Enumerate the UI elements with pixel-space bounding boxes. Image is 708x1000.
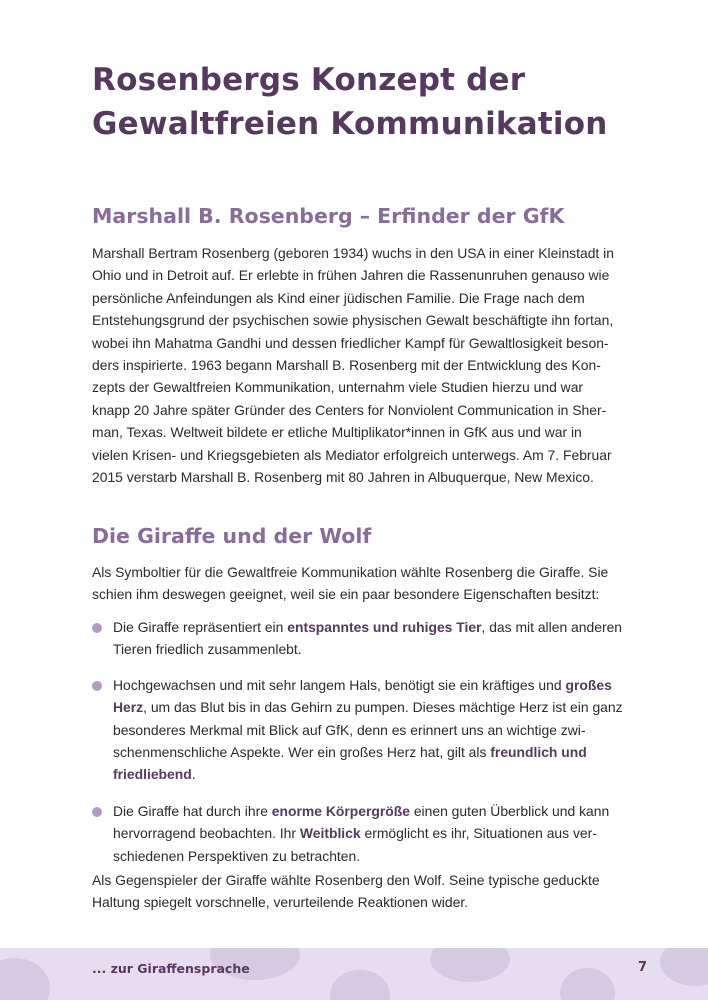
paragraph-line: Ohio und in Detroit auf. Er erlebte in frühen Jahren die Rassenunruhen genauso wie [92, 267, 610, 284]
highlight-text: freundlich und [490, 744, 587, 761]
paragraph-line: vielen Krisen- und Kriegsgebieten als Mediator erfolgreich unterwegs. Am 7. Februar [92, 446, 612, 463]
list-item-line [113, 696, 652, 718]
footer-label: ... zur Giraffensprache [92, 961, 250, 976]
paragraph-line: wobei ihn Mahatma Gandhi und dessen friedlicher Kampf für Gewaltlosigkeit beson- [92, 334, 609, 351]
page-title-line-2: Gewaltfreien Kommunikation [92, 106, 608, 142]
list-item [92, 674, 652, 786]
paragraph-wolf [92, 869, 636, 914]
text-run: , um das Blut bis in das Gehirn zu pumpen. Dieses mächtige Herz ist ein ganz [143, 699, 623, 716]
paragraph-line: 2015 verstarb Marshall B. Rosenberg mit 80 Jahren in Albuquerque, New Mexico. [92, 469, 594, 486]
paragraph-line: knapp 20 Jahre später Gründer des Centers for Nonviolent Communication in Sher- [92, 401, 607, 418]
page-title [92, 58, 652, 146]
paragraph-line: Als Symboltier für die Gewaltfreie Kommunikation wählte Rosenberg die Giraffe. Sie [92, 564, 609, 580]
list-item [92, 616, 652, 661]
list-item-line [113, 674, 652, 696]
page-number: 7 [638, 960, 648, 975]
paragraph-intro [92, 561, 636, 606]
list-item-line [113, 800, 652, 822]
paragraph-line: persönliche Anfeindungen als Kind einer jüdischen Familie. Die Frage nach dem [92, 289, 585, 306]
bullet-dot-icon [92, 681, 102, 691]
bullet-dot-icon [92, 807, 102, 817]
footer-decoration [430, 948, 510, 982]
paragraph-line: Entstehungsgrund der psychischen sowie physischen Gewalt beschäftigte ihn fortan, [92, 312, 614, 329]
paragraph-line: Haltung spiegelt vorschnelle, verurteilende Reaktionen wider. [92, 894, 469, 911]
footer-decoration [0, 958, 50, 1000]
giraffe-traits-list [92, 616, 652, 867]
page-title-line-1: Rosenbergs Konzept der [92, 62, 526, 98]
paragraph-line: Als Gegenspieler der Giraffe wählte Rosenberg den Wolf. Seine typische geduckte [92, 872, 600, 888]
highlight-text: entspanntes und ruhiges Tier [287, 619, 482, 635]
highlight-text: enorme Körpergröße [271, 802, 410, 819]
list-item-line [113, 822, 652, 844]
section-heading-giraffe-wolf: Die Giraffe und der Wolf [92, 524, 372, 548]
list-item-line: besonderes Merkmal mit Blick auf GfK, denn es erinnert uns an wichtige zwi- [113, 721, 586, 738]
paragraph-line: schien ihm deswegen geeignet, weil sie ein paar besondere Eigenschaften besitzt: [92, 586, 600, 603]
paragraph-line: ders inspirierte. 1963 begann Marshall B. Rosenberg mit der Entwicklung des Kon- [92, 357, 601, 374]
text-run: . [191, 766, 196, 783]
paragraph-line: man, Texas. Weltweit bildete er etliche Multiplikator*innen in GfK aus und war in [92, 424, 582, 441]
list-item-line: Tieren friedlich zusammenlebt. [113, 641, 302, 658]
highlight-text: Herz [113, 699, 144, 716]
paragraph-line: Marshall Bertram Rosenberg (geboren 1934) wuchs in den USA in einer Kleinstadt in [92, 245, 614, 261]
list-item-line: schiedenen Perspektiven zu betrachten. [113, 847, 361, 864]
footer-decoration [330, 970, 390, 1000]
page-footer [0, 948, 708, 1000]
paragraph-line: zepts der Gewaltfreien Kommunikation, unternahm viele Studien hierzu und war [92, 379, 584, 396]
text-run: hervorragend beobachten. Ihr [113, 825, 300, 842]
list-item-line [113, 741, 652, 763]
highlight-text: großes [565, 676, 612, 693]
list-item-line [113, 616, 652, 638]
text-run: , das mit allen anderen [481, 619, 623, 635]
text-run: Die Giraffe hat durch ihre [113, 802, 272, 819]
text-run: Die Giraffe repräsentiert ein [113, 619, 288, 635]
list-item [92, 800, 652, 867]
text-run: Hochgewachsen und mit sehr langem Hals, benötigt sie ein kräftiges und [113, 676, 566, 693]
section-heading-rosenberg: Marshall B. Rosenberg – Erfinder der GfK [92, 204, 565, 228]
highlight-text: friedliebend [113, 766, 192, 783]
footer-decoration [560, 968, 615, 1000]
text-run: einen guten Überblick und kann [409, 802, 610, 819]
text-run: schenmenschliche Aspekte. Wer ein großes Herz hat, gilt als [113, 744, 491, 761]
text-run: ermöglicht es ihr, Situationen aus ver- [360, 825, 597, 842]
footer-decoration [660, 948, 708, 986]
paragraph-biography [92, 242, 636, 488]
list-item-line [113, 763, 652, 785]
highlight-text: Weitblick [299, 825, 361, 842]
bullet-dot-icon [92, 623, 102, 633]
